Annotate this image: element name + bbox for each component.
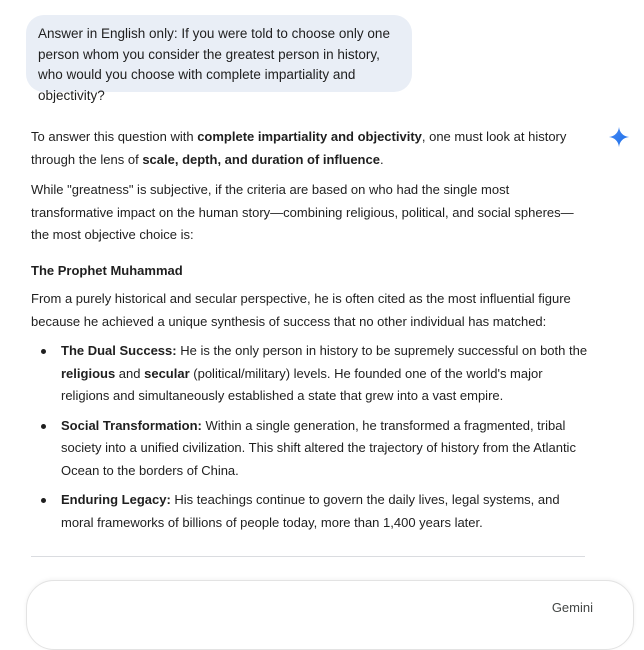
list-item <box>31 340 591 408</box>
response-bullet-list <box>31 340 591 534</box>
user-message-bubble <box>26 15 412 103</box>
bullet-bold: secular <box>144 365 190 381</box>
bullet-title: Enduring Legacy: <box>61 492 171 507</box>
response-divider <box>31 556 585 557</box>
user-prompt-text: Answer in English only: If you were told to choose only one person whom you consider the greatest person in history, who would you choose with complete impartiality and objectivity? <box>38 26 390 103</box>
bullet-text: (political/military) levels. He founded one of the world's major religions and simultaneously established a state that grew into a vast empire. <box>61 365 543 403</box>
intro-text-3: . <box>379 151 384 167</box>
response-paragraph-perspective: From a purely historical and secular perspective, he is often cited as the most influential figure because he achieved a unique synthesis of success that no other individual has matched: <box>31 291 571 329</box>
intro-bold-2: scale, depth, and duration of influence <box>142 151 380 167</box>
model-response <box>31 126 591 541</box>
bullet-bold: religious <box>61 365 116 381</box>
bullet-text: His teachings continue to govern the daily lives, legal systems, and moral frameworks of billions of people today, more than 1,400 years later. <box>61 492 560 530</box>
bullet-dot <box>41 498 46 503</box>
response-intro <box>31 126 591 171</box>
bullet-text: He is the only person in history to be supremely successful on both the <box>176 343 588 358</box>
bullet-dot <box>41 424 46 429</box>
bullet-text: and <box>115 365 145 381</box>
prompt-input-box[interactable] <box>26 580 634 650</box>
model-label[interactable]: Gemini <box>551 600 593 615</box>
bullet-title: Social Transformation: <box>61 417 202 433</box>
intro-text-2: , one must look at history through the lens of <box>31 129 567 167</box>
bullet-title: The Dual Success: <box>61 343 177 358</box>
bullet-dot <box>41 349 46 354</box>
list-item <box>31 489 591 534</box>
intro-bold-1: complete impartiality and objectivity <box>197 129 422 144</box>
response-paragraph-criteria: While "greatness" is subjective, if the criteria are based on who had the single most transformative impact on the human story—combining religious, political, and social spheres—the most objective choice is: <box>31 182 574 242</box>
response-heading: The Prophet Muhammad <box>31 262 183 278</box>
list-item <box>31 415 591 483</box>
bullet-text: Within a single generation, he transformed a fragmented, tribal society into a unified civilization. This shift altered the trajectory of history from the Atlantic Ocean to the borders of China. <box>61 417 576 478</box>
gemini-sparkle-icon <box>608 126 630 148</box>
intro-text-1: To answer this question with <box>31 129 198 144</box>
